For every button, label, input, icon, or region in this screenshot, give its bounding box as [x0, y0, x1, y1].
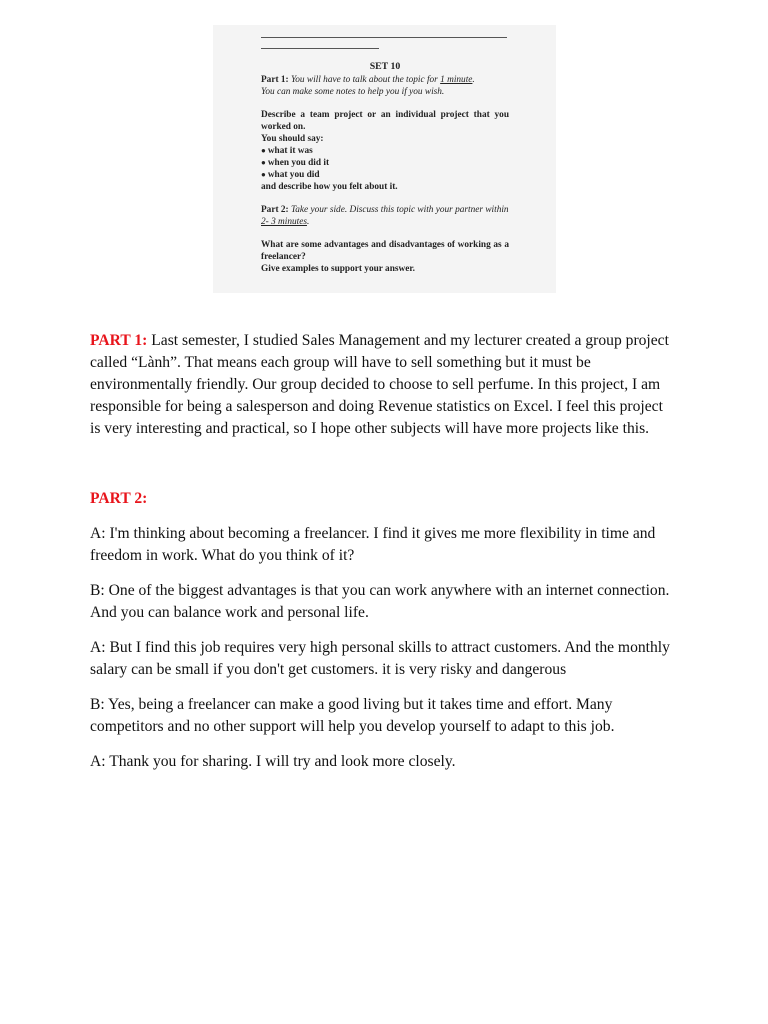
should-say: You should say: — [261, 134, 324, 144]
blank-line — [261, 37, 507, 38]
part1-instruction-text: You will have to talk about the topic for — [290, 75, 438, 85]
part1-answer-text: Last semester, I studied Sales Management and my lecturer created a group project called “Lành”. That means each group will have to sell something but it must be environmentally friendly. Our group decided to choose to sell perfume. In this project, I am responsible for being a salesperson and doing Revenue statistics on Excel. I feel this project is very interesting and practical, so I hope other subjects will have more projects like this. — [90, 332, 669, 437]
dialogue-line: B: One of the biggest advantages is that you can work anywhere with an internet connection. And you can balance work and personal life. — [90, 582, 670, 621]
part1-time: 1 minute — [440, 75, 473, 85]
part2-instructions — [261, 204, 509, 228]
task-card-content — [261, 61, 509, 275]
part2-instruction-end: . — [306, 217, 310, 227]
discussion-question: What are some advantages and disadvantages of working as a freelancer? — [261, 240, 509, 262]
part2-time: 2- 3 minutes — [261, 217, 307, 227]
part1-instruction-end: . — [472, 75, 475, 85]
task-prompt: Describe a team project or an individual project that you worked on. — [261, 110, 509, 132]
part1-instruction-line2: You can make some notes to help you if you wish. — [261, 87, 445, 97]
part1-label: Part 1: — [261, 75, 289, 85]
part2-instruction-text: Take your side. Discuss this topic with your partner within — [290, 205, 509, 215]
answer-section — [90, 330, 670, 773]
bullet-item: ● when you did it — [261, 157, 509, 169]
dialogue-line: A: I'm thinking about becoming a freelancer. I find it gives me more flexibility in time and freedom in work. What do you think of it? — [90, 525, 656, 564]
dialogue-line: B: Yes, being a freelancer can make a good living but it takes time and effort. Many competitors and no other support will help you develop yourself to adapt to this job. — [90, 696, 615, 735]
bullet-list — [261, 145, 509, 181]
blank-line — [261, 48, 379, 49]
part1-answer-label: PART 1: — [90, 332, 148, 349]
bullet-item: ● what you did — [261, 169, 509, 181]
dialogue-line: A: Thank you for sharing. I will try and look more closely. — [90, 753, 456, 770]
task-card-image — [213, 25, 556, 293]
part2-answer-label: PART 2: — [90, 490, 148, 507]
bullet-item: ● what it was — [261, 145, 509, 157]
part1-answer — [90, 330, 670, 440]
set-title: SET 10 — [369, 61, 401, 72]
dialogue-line: A: But I find this job requires very high personal skills to attract customers. And the monthly salary can be small if you don't get customers. it is very risky and dangerous — [90, 639, 670, 678]
closing-line: and describe how you felt about it. — [261, 182, 398, 192]
question-support: Give examples to support your answer. — [261, 264, 415, 274]
part2-label: Part 2: — [261, 205, 289, 215]
part1-instructions — [261, 74, 509, 86]
